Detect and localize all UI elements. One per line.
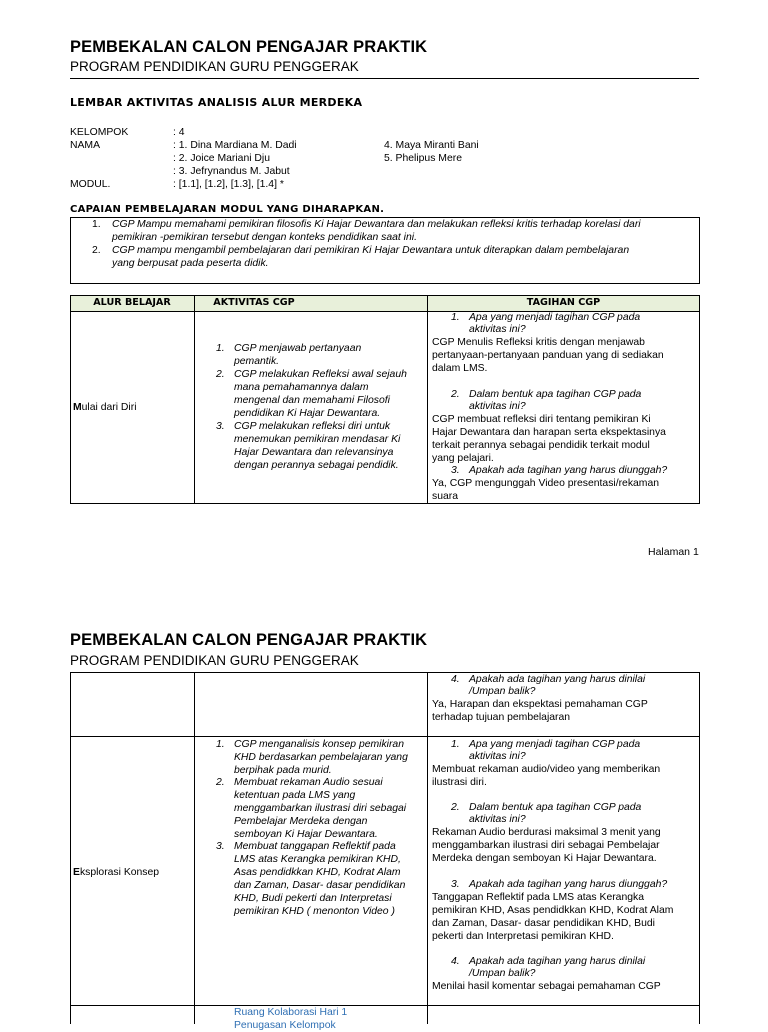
aktivitas-text: dan Zaman, Dasar- dasar pendidikan [234,880,406,891]
tagihan-question: /Umpan balik? [469,968,536,979]
col-divider [427,672,428,1024]
tagihan-answer: Tanggapan Reflektif pada LMS atas Kerangka [432,892,644,903]
page-subtitle: PROGRAM PENDIDIKAN GURU PENGGERAK [70,653,359,668]
page-number: Halaman 1 [648,546,699,558]
aktivitas-text: Hajar Dewantara dan relevansinya [234,447,394,458]
name-item: 5. Phelipus Mere [384,153,462,164]
table-edge [699,672,700,1024]
table-edge [70,672,71,1024]
tagihan-answer: Ya, Harapan dan ekspektasi pemahaman CGP [432,699,648,710]
tagihan-answer: ilustrasi diri. [432,777,487,788]
tagihan-question: aktivitas ini? [469,324,526,335]
ruang-kolaborasi-text: Ruang Kolaborasi Hari 1 [234,1007,348,1018]
aktivitas-text: pemantik. [234,356,280,367]
tagihan-answer: Merdeka dengan semboyan Ki Hajar Dewantara. [432,853,657,864]
kelompok-label: KELOMPOK [70,127,129,138]
tagihan-answer: Menilai hasil komentar sebagai pemahaman CGP [432,981,661,992]
tagihan-question: Apa yang menjadi tagihan CGP pada [469,739,641,750]
tagihan-answer: terhadap tujuan pembelajaran [432,712,571,723]
tagihan-answer: Hajar Dewantara dan harapan serta ekspektasinya [432,427,666,438]
aktivitas-text: CGP melakukan Refleksi awal sejauh [234,369,407,380]
aktivitas-text: pemikiran KHD ( menonton Video ) [234,906,395,917]
alur-label [73,401,137,414]
aktivitas-text: mengenal dan memahami Filosofi [234,395,390,406]
header-alur-belajar: ALUR BELAJAR [93,297,171,308]
alur-label [73,866,159,879]
page-subtitle: PROGRAM PENDIDIKAN GURU PENGGERAK [70,59,359,74]
capaian-text: yang berpusat pada peserta didik. [112,258,269,269]
name-item: : 2. Joice Mariani Dju [173,153,271,164]
aktivitas-text: CGP menganalisis konsep pemikiran [234,739,404,750]
aktivitas-number: 3. [216,421,225,432]
alur-rest: ulai dari Diri [81,402,137,413]
tagihan-question: Dalam bentuk apa tagihan CGP pada [469,389,642,400]
aktivitas-text: KHD berdasarkan pembelajaran yang [234,752,408,763]
col-divider [427,295,428,504]
tagihan-answer: dan Zaman, Dasar- dasar pendidikan KHD, Budi [432,918,655,929]
aktivitas-number: 1. [216,739,225,750]
aktivitas-text: dengan perannya sebagai pendidik. [234,460,399,471]
tagihan-question: Apakah ada tagihan yang harus diunggah? [469,465,668,476]
tagihan-question: Apa yang menjadi tagihan CGP pada [469,312,641,323]
tagihan-number: 3. [451,465,460,476]
alur-rest: ksplorasi Konsep [79,867,160,878]
tagihan-answer: Rekaman Audio berdurasi maksimal 3 menit yang [432,827,661,838]
aktivitas-text: Pembelajar Merdeka dengan [234,816,368,827]
tagihan-number: 4. [451,956,460,967]
kelompok-value: : 4 [173,127,185,138]
tagihan-number: 2. [451,802,460,813]
name-item: : 1. Dina Mardiana M. Dadi [173,140,297,151]
row-divider [70,736,700,737]
tagihan-answer: dalam LMS. [432,363,488,374]
tagihan-question: /Umpan balik? [469,686,536,697]
page-title: PEMBEKALAN CALON PENGAJAR PRAKTIK [70,631,428,649]
tagihan-number: 4. [451,674,460,685]
capaian-text: pemikiran -pemikiran tersebut dengan konteks pendidikan saat ini. [112,232,417,243]
tagihan-question: Dalam bentuk apa tagihan CGP pada [469,802,642,813]
col-divider [194,672,195,1024]
modul-label: MODUL. [70,179,111,190]
capaian-number: 1. [92,219,101,230]
tagihan-number: 1. [451,739,460,750]
tagihan-answer: CGP membuat refleksi diri tentang pemikiran Ki [432,414,651,425]
alur-initial: E [73,867,80,878]
tagihan-answer: menggambarkan ilustrasi diri sebagai Pembelajar [432,840,660,851]
tagihan-question: aktivitas ini? [469,751,526,762]
aktivitas-text: Asas pendidkkan KHD, Kodrat Alam [234,867,401,878]
tagihan-question: aktivitas ini? [469,814,526,825]
tagihan-answer: suara [432,491,458,502]
aktivitas-text: CGP melakukan refleksi diri untuk [234,421,391,432]
aktivitas-text: KHD, Budi pekerti dan Interpretasi [234,893,392,904]
capaian-text: CGP mampu mengambil pembelajaran dari pemikiran Ki Hajar Dewantara untuk diterapkan dalam pembelajaran [112,245,630,256]
aktivitas-number: 1. [216,343,225,354]
capaian-title: CAPAIAN PEMBELAJARAN MODUL YANG DIHARAPKAN. [70,204,385,215]
tagihan-question: Apakah ada tagihan yang harus dinilai [469,674,646,685]
aktivitas-text: Membuat tanggapan Reflektif pada [234,841,396,852]
col-divider [194,295,195,504]
tagihan-answer: Ya, CGP mengunggah Video presentasi/rekaman [432,478,660,489]
tagihan-question: aktivitas ini? [469,401,526,412]
aktivitas-text: CGP menjawab pertanyaan [234,343,362,354]
tagihan-number: 3. [451,879,460,890]
alur-initial: M [73,402,82,413]
tagihan-answer: Membuat rekaman audio/video yang memberikan [432,764,661,775]
aktivitas-text: semboyan Ki Hajar Dewantara. [234,829,378,840]
header-rule [70,78,699,79]
header-aktivitas-cgp: AKTIVITAS CGP [213,297,295,308]
aktivitas-text: menggambarkan ilustrasi diri sebagai [234,803,407,814]
tagihan-number: 2. [451,389,460,400]
name-item: 4. Maya Miranti Bani [384,140,479,151]
sheet-title: LEMBAR AKTIVITAS ANALISIS ALUR MERDEKA [70,96,363,109]
tagihan-answer: CGP Menulis Refleksi kritis dengan menjawab [432,337,645,348]
aktivitas-text: LMS atas Kerangka pemikiran KHD, [234,854,401,865]
tagihan-question: Apakah ada tagihan yang harus diunggah? [469,879,668,890]
aktivitas-text: pendidikan Ki Hajar Dewantara. [234,408,381,419]
tagihan-answer: pekerti dan Interpretasi pemikiran KHD. [432,931,614,942]
name-item: : 3. Jefrynandus M. Jabut [173,166,290,177]
aktivitas-text: Membuat rekaman Audio sesuai [234,777,383,788]
modul-value: : [1.1], [1.2], [1.3], [1.4] * [173,179,284,190]
tagihan-number: 1. [451,312,460,323]
aktivitas-number: 2. [216,369,225,380]
aktivitas-number: 3. [216,841,225,852]
aktivitas-text: menemukan pemikiran mendasar Ki [234,434,401,445]
tagihan-answer: terkait perannya sebagai pendidik terkait modul [432,440,650,451]
tagihan-answer: pemikiran KHD, Asas pendidkkan KHD, Kodrat Alam [432,905,674,916]
tagihan-answer: pertanyaan-pertanyaan panduan yang di sediakan [432,350,664,361]
ruang-kolaborasi-text: Penugasan Kelompok [234,1020,336,1031]
aktivitas-number: 2. [216,777,225,788]
aktivitas-text: ketentuan pada LMS yang [234,790,356,801]
row-divider [70,1005,700,1006]
aktivitas-text: mana pemahamannya dalam [234,382,369,393]
capaian-text: CGP Mampu memahami pemikiran filosofis Ki Hajar Dewantara dan melakukan refleksi kritis terhadap korelasi dari [112,219,641,230]
aktivitas-text: berpihak pada murid. [234,765,332,776]
page-title: PEMBEKALAN CALON PENGAJAR PRAKTIK [70,38,428,56]
nama-label: NAMA [70,140,101,151]
tagihan-answer: yang pelajari. [432,453,494,464]
tagihan-question: Apakah ada tagihan yang harus dinilai [469,956,646,967]
capaian-number: 2. [92,245,101,256]
header-tagihan-cgp: TAGIHAN CGP [526,297,601,308]
